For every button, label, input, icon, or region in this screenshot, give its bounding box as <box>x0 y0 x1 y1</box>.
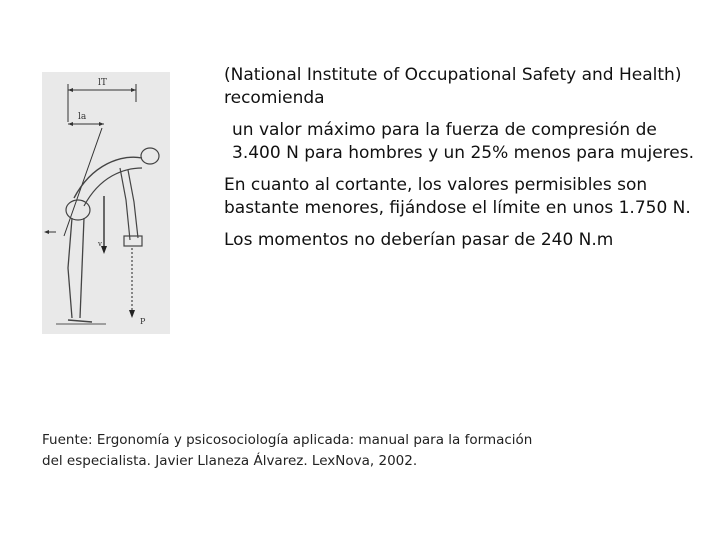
force-arrowhead-p <box>129 310 135 318</box>
arm-lower <box>128 170 138 238</box>
paragraph-compression: un valor máximo para la fuerza de compresión de 3.400 N para hombres y un 25% menos para mujeres. <box>232 120 695 163</box>
label-la: la <box>78 112 87 122</box>
label-v: v <box>98 240 102 248</box>
leg-back <box>68 218 72 318</box>
hip-shape <box>66 200 90 220</box>
arm-upper <box>120 168 130 240</box>
leg-front <box>80 218 84 318</box>
arrowhead-left <box>68 88 73 92</box>
head-shape <box>141 148 159 164</box>
arrowhead-la-left <box>68 122 73 126</box>
paragraph-moments: Los momentos no deberían pasar de 240 N.m <box>224 230 614 250</box>
biomechanics-figure-svg <box>42 72 170 334</box>
load-box <box>124 236 142 246</box>
label-lt: lT <box>98 78 107 88</box>
foot-shape <box>68 320 92 322</box>
small-arrowhead-left <box>44 230 49 234</box>
paragraph-niosh: (National Institute of Occupational Safety and Health) recomienda <box>224 65 682 108</box>
lifting-posture-diagram <box>42 72 170 334</box>
trunk-axis-line <box>64 128 102 236</box>
arrowhead-la-right <box>99 122 104 126</box>
source-line-1: Fuente: Ergonomía y psicosociología aplicada: manual para la formación <box>42 432 533 448</box>
arrowhead-right <box>131 88 136 92</box>
source-line-2: del especialista. Javier Llaneza Álvarez. LexNova, 2002. <box>42 453 418 469</box>
paragraph-shear: En cuanto al cortante, los valores permisibles son bastante menores, fijándose el límite en unos 1.750 N. <box>224 175 691 218</box>
recommendation-text <box>224 64 704 261</box>
label-p: P <box>140 317 146 326</box>
source-citation <box>42 430 682 472</box>
